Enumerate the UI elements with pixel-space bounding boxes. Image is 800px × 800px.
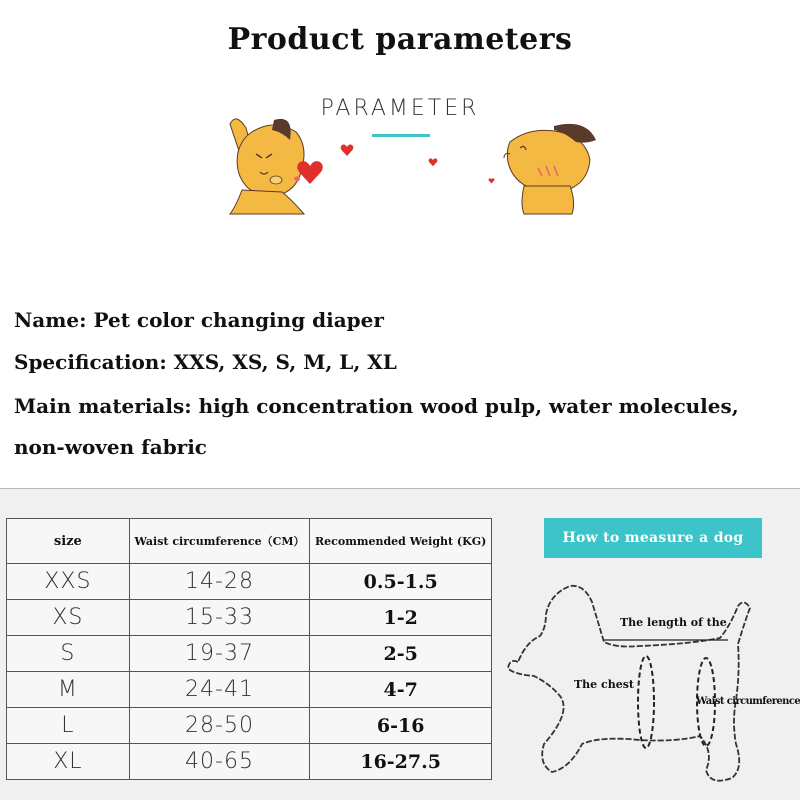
cell-weight: 1-2	[310, 600, 492, 636]
how-to-measure-banner: How to measure a dog	[544, 518, 762, 558]
cell-size: L	[7, 708, 130, 744]
column-header-weight: Recommended Weight (KG)	[310, 519, 492, 564]
cell-waist: 19-37	[129, 636, 310, 672]
right-dog-icon	[490, 118, 610, 218]
table-row	[7, 600, 492, 636]
product-materials-continued: non-woven fabric	[14, 435, 207, 459]
cell-waist: 15-33	[129, 600, 310, 636]
cell-weight: 4-7	[310, 672, 492, 708]
cell-size: M	[7, 672, 130, 708]
size-table	[6, 518, 492, 780]
table-header-row	[7, 519, 492, 564]
waist-label: Waist circumference	[696, 696, 800, 707]
cell-size: XS	[7, 600, 130, 636]
subtitle-underline	[372, 134, 430, 137]
chest-label: The chest	[574, 678, 634, 691]
cell-weight: 2-5	[310, 636, 492, 672]
heart-icon	[340, 144, 354, 157]
cell-waist: 28-50	[129, 708, 310, 744]
cell-weight: 0.5-1.5	[310, 564, 492, 600]
page-title: Product parameters	[227, 22, 573, 57]
cell-weight: 16-27.5	[310, 744, 492, 780]
column-header-waist: Waist circumference（CM）	[129, 519, 310, 564]
cell-size: S	[7, 636, 130, 672]
length-label: The length of the	[620, 616, 727, 629]
heart-icon	[296, 160, 324, 186]
table-row	[7, 708, 492, 744]
cell-waist: 40-65	[129, 744, 310, 780]
product-name: Name: Pet color changing diaper	[14, 308, 384, 332]
cell-waist: 14-28	[129, 564, 310, 600]
dog-outline-icon	[500, 572, 800, 800]
cell-size: XL	[7, 744, 130, 780]
column-header-size: size	[7, 519, 130, 564]
cell-waist: 24-41	[129, 672, 310, 708]
cell-size: XXS	[7, 564, 130, 600]
parameter-subtitle: PARAMETER	[320, 96, 480, 121]
table-row	[7, 744, 492, 780]
product-materials: Main materials: high concentration wood pulp, water molecules,	[14, 394, 739, 418]
cell-weight: 6-16	[310, 708, 492, 744]
table-row	[7, 564, 492, 600]
product-specification: Specification: XXS, XS, S, M, L, XL	[14, 350, 397, 374]
heart-icon	[428, 158, 438, 167]
table-row	[7, 636, 492, 672]
table-row	[7, 672, 492, 708]
